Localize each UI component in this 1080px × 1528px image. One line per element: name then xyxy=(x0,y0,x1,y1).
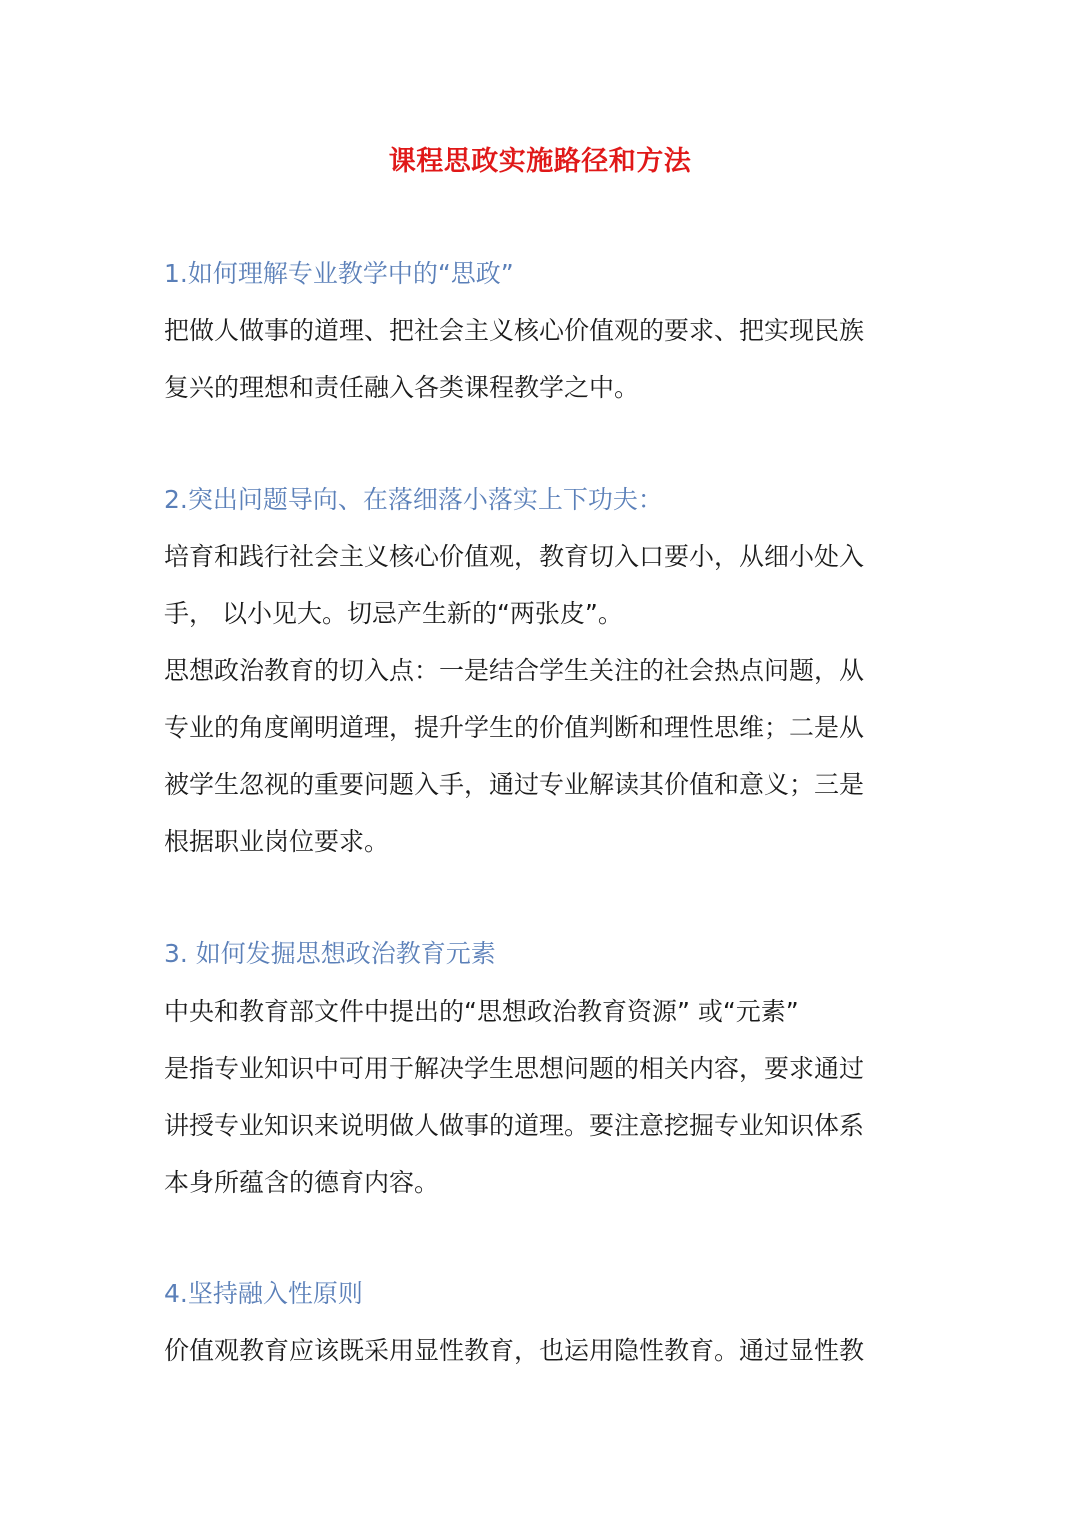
body-line: 培育和践行社会主义核心价值观，教育切入口要小，从细小处入 xyxy=(164,542,865,571)
section-3-heading: 3. 如何发掘思想政治教育元素 xyxy=(164,939,496,968)
body-line: 是指专业知识中可用于解决学生思想问题的相关内容，要求通过 xyxy=(164,1054,865,1083)
section-3-body xyxy=(164,983,924,1211)
body-line: 被学生忽视的重要问题入手，通过专业解读其价值和意义；三是 xyxy=(164,770,865,799)
section-2-body xyxy=(164,528,924,870)
body-line: 手， 以小见大。切忌产生新的“两张皮”。 xyxy=(164,599,623,628)
section-1-heading: 1.如何理解专业教学中的“思政” xyxy=(164,259,514,288)
body-line: 根据职业岗位要求。 xyxy=(164,827,390,856)
body-line: 中央和教育部文件中提出的“思想政治教育资源” 或“元素” xyxy=(164,997,799,1026)
body-line: 把做人做事的道理、把社会主义核心价值观的要求、把实现民族 xyxy=(164,316,865,345)
body-line: 价值观教育应该既采用显性教育，也运用隐性教育。通过显性教 xyxy=(164,1336,865,1365)
body-line: 复兴的理想和责任融入各类课程教学之中。 xyxy=(164,373,640,402)
body-line: 专业的角度阐明道理，提升学生的价值判断和理性思维；二是从 xyxy=(164,713,865,742)
section-4-heading: 4.坚持融入性原则 xyxy=(164,1279,363,1308)
section-1-body xyxy=(164,302,924,416)
body-line: 思想政治教育的切入点：一是结合学生关注的社会热点问题，从 xyxy=(164,656,865,685)
body-line: 本身所蕴含的德育内容。 xyxy=(164,1168,440,1197)
body-line: 讲授专业知识来说明做人做事的道理。要注意挖掘专业知识体系 xyxy=(164,1111,865,1140)
section-4-body xyxy=(164,1322,924,1379)
document-title: 课程思政实施路径和方法 xyxy=(388,146,692,177)
section-2-heading: 2.突出问题导向、在落细落小落实上下功夫： xyxy=(164,485,663,514)
